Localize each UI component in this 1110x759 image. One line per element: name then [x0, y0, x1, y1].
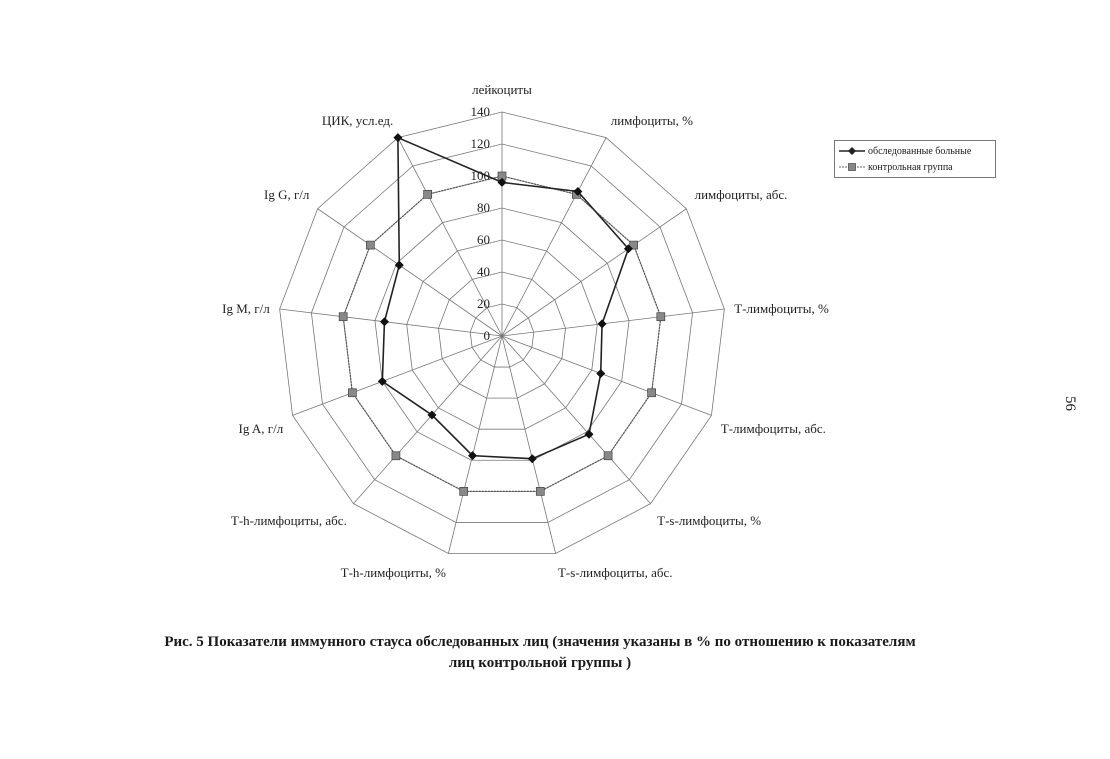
legend-item-control	[839, 160, 953, 174]
tick-label-20: 20	[477, 296, 490, 311]
category-label-6: Т-s-лимфоциты, абс.	[557, 565, 673, 581]
point-patients-10	[380, 317, 389, 326]
category-label-7: Т-h-лимфоциты, %	[340, 565, 447, 581]
category-label-9: Ig A, г/л	[238, 420, 284, 436]
legend-marker-control	[839, 162, 865, 172]
spoke-6	[502, 336, 556, 553]
point-control-6	[536, 487, 544, 495]
point-patients-9	[378, 377, 387, 386]
category-label-11: Ig G, г/л	[264, 187, 310, 203]
series-line-patients	[382, 138, 628, 459]
category-label-3: Т-лимфоциты, %	[734, 300, 829, 316]
legend-label-control: контрольная группа	[868, 161, 953, 173]
tick-label-40: 40	[477, 264, 490, 279]
tick-label-120: 120	[470, 136, 490, 151]
category-label-1: лимфоциты, %	[610, 112, 694, 128]
tick-label-100: 100	[470, 168, 490, 183]
tick-label-60: 60	[477, 232, 490, 247]
point-patients-3	[598, 319, 607, 328]
page-number: 56	[1062, 396, 1078, 411]
spoke-5	[502, 336, 651, 504]
point-patients-6	[528, 454, 537, 463]
caption-line-1: Рис. 5 Показатели иммунного стауса обследованных лиц (значения указаны в % по отношению к показателям	[164, 634, 916, 650]
legend-item-patients	[839, 144, 971, 158]
category-label-8: Т-h-лимфоциты, абс.	[230, 513, 347, 529]
point-control-4	[648, 389, 656, 397]
point-control-9	[348, 389, 356, 397]
point-control-12	[424, 190, 432, 198]
tick-label-140: 140	[470, 104, 490, 119]
point-patients-4	[596, 369, 605, 378]
category-label-12: ЦИК, усл.ед.	[321, 112, 394, 128]
category-label-10: Ig M, г/л	[222, 300, 270, 316]
spoke-8	[353, 336, 502, 504]
radar-category-labels	[222, 82, 829, 580]
point-control-7	[460, 487, 468, 495]
spoke-7	[448, 336, 502, 553]
tick-label-0: 0	[483, 328, 490, 343]
point-control-3	[657, 313, 665, 321]
category-label-5: Т-s-лимфоциты, %	[657, 513, 762, 529]
tick-label-80: 80	[477, 200, 490, 215]
category-label-4: Т-лимфоциты, абс.	[720, 420, 826, 436]
point-control-10	[339, 313, 347, 321]
category-label-0: лейкоциты	[472, 82, 532, 97]
figure-caption	[90, 632, 990, 674]
point-control-5	[604, 452, 612, 460]
caption-line-2: лиц контрольной группы )	[448, 655, 632, 671]
chart-legend	[834, 140, 996, 178]
point-control-8	[392, 452, 400, 460]
point-control-11	[366, 241, 374, 249]
category-label-2: лимфоциты, абс.	[694, 187, 788, 203]
point-patients-11	[395, 261, 404, 270]
legend-marker-patients	[839, 146, 865, 156]
radar-tick-labels	[471, 104, 491, 343]
legend-label-patients: обследованные больные	[868, 145, 972, 157]
